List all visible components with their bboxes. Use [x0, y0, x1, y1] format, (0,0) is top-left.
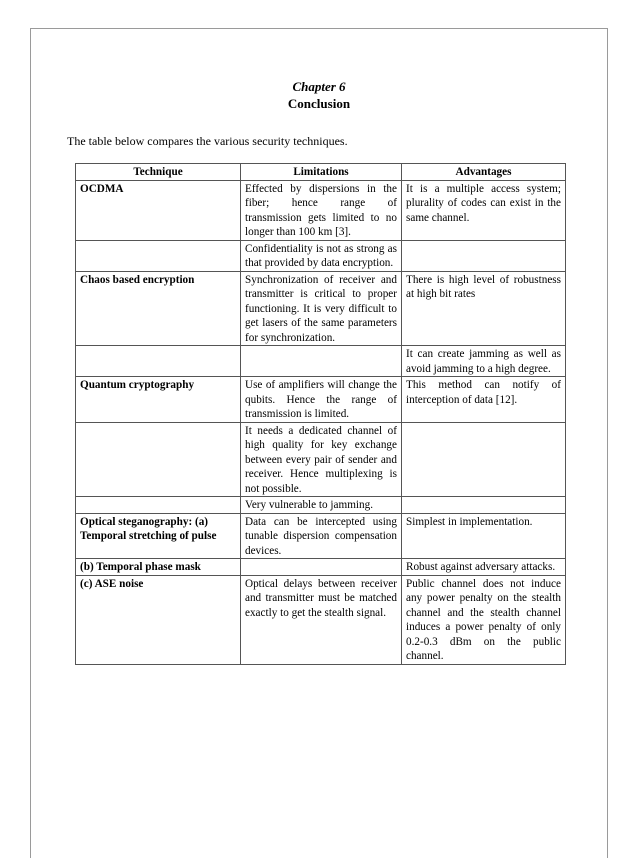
technique-cell [76, 346, 241, 377]
table-row [76, 575, 566, 664]
table-row [76, 377, 566, 423]
technique-cell: Optical steganography: (a) Temporal stretching of pulse [76, 513, 241, 559]
technique-cell: (c) ASE noise [76, 575, 241, 664]
advantage-cell: It is a multiple access system; plurality of codes can exist in the same channel. [402, 180, 566, 240]
table-row [76, 346, 566, 377]
technique-cell: (b) Temporal phase mask [76, 559, 241, 576]
limitation-cell: Optical delays between receiver and transmitter must be matched exactly to get the stealth signal. [241, 575, 402, 664]
limitation-cell: It needs a dedicated channel of high quality for key exchange between every pair of sender and receiver. Hence multiplexing is not possible. [241, 422, 402, 497]
chapter-title: Conclusion [287, 96, 351, 111]
advantage-cell: Robust against adversary attacks. [402, 559, 566, 576]
table-row [76, 497, 566, 514]
comparison-table [75, 163, 566, 665]
technique-cell [76, 497, 241, 514]
table-row [76, 271, 566, 346]
advantage-cell [402, 497, 566, 514]
limitation-cell: Very vulnerable to jamming. [241, 497, 402, 514]
table-row [76, 240, 566, 271]
limitation-cell: Effected by dispersions in the fiber; hence range of transmission gets limited to no longer than 100 km [3]. [241, 180, 402, 240]
table-row [76, 559, 566, 576]
advantage-cell: There is high level of robustness at high bit rates [402, 271, 566, 346]
table-header-row [76, 164, 566, 181]
chapter-label: Chapter 6 [292, 79, 346, 94]
table-row [76, 513, 566, 559]
limitation-cell: Data can be intercepted using tunable dispersion compensation devices. [241, 513, 402, 559]
advantage-cell: Simplest in implementation. [402, 513, 566, 559]
limitation-cell: Synchronization of receiver and transmitter is critical to proper functioning. It is very difficult to get lasers of the same parameters for synchronization. [241, 271, 402, 346]
table-row [76, 180, 566, 240]
header-limitations: Limitations [241, 164, 402, 181]
technique-cell: Quantum cryptography [76, 377, 241, 423]
limitation-cell [241, 346, 402, 377]
limitation-cell [241, 559, 402, 576]
technique-cell: OCDMA [76, 180, 241, 240]
advantage-cell [402, 422, 566, 497]
technique-cell [76, 422, 241, 497]
advantage-cell: This method can notify of interception of data [12]. [402, 377, 566, 423]
header-advantages: Advantages [402, 164, 566, 181]
table-row [76, 422, 566, 497]
technique-cell: Chaos based encryption [76, 271, 241, 346]
advantage-cell: Public channel does not induce any power penalty on the stealth channel and the stealth channel induces a power penalty of only 0.2-0.3 dBm on the public channel. [402, 575, 566, 664]
header-technique: Technique [76, 164, 241, 181]
technique-cell [76, 240, 241, 271]
limitation-cell: Use of amplifiers will change the qubits. Hence the range of transmission is limited. [241, 377, 402, 423]
intro-paragraph: The table below compares the various security techniques. [67, 134, 348, 148]
limitation-cell: Confidentiality is not as strong as that provided by data encryption. [241, 240, 402, 271]
advantage-cell: It can create jamming as well as avoid jamming to a high degree. [402, 346, 566, 377]
advantage-cell [402, 240, 566, 271]
